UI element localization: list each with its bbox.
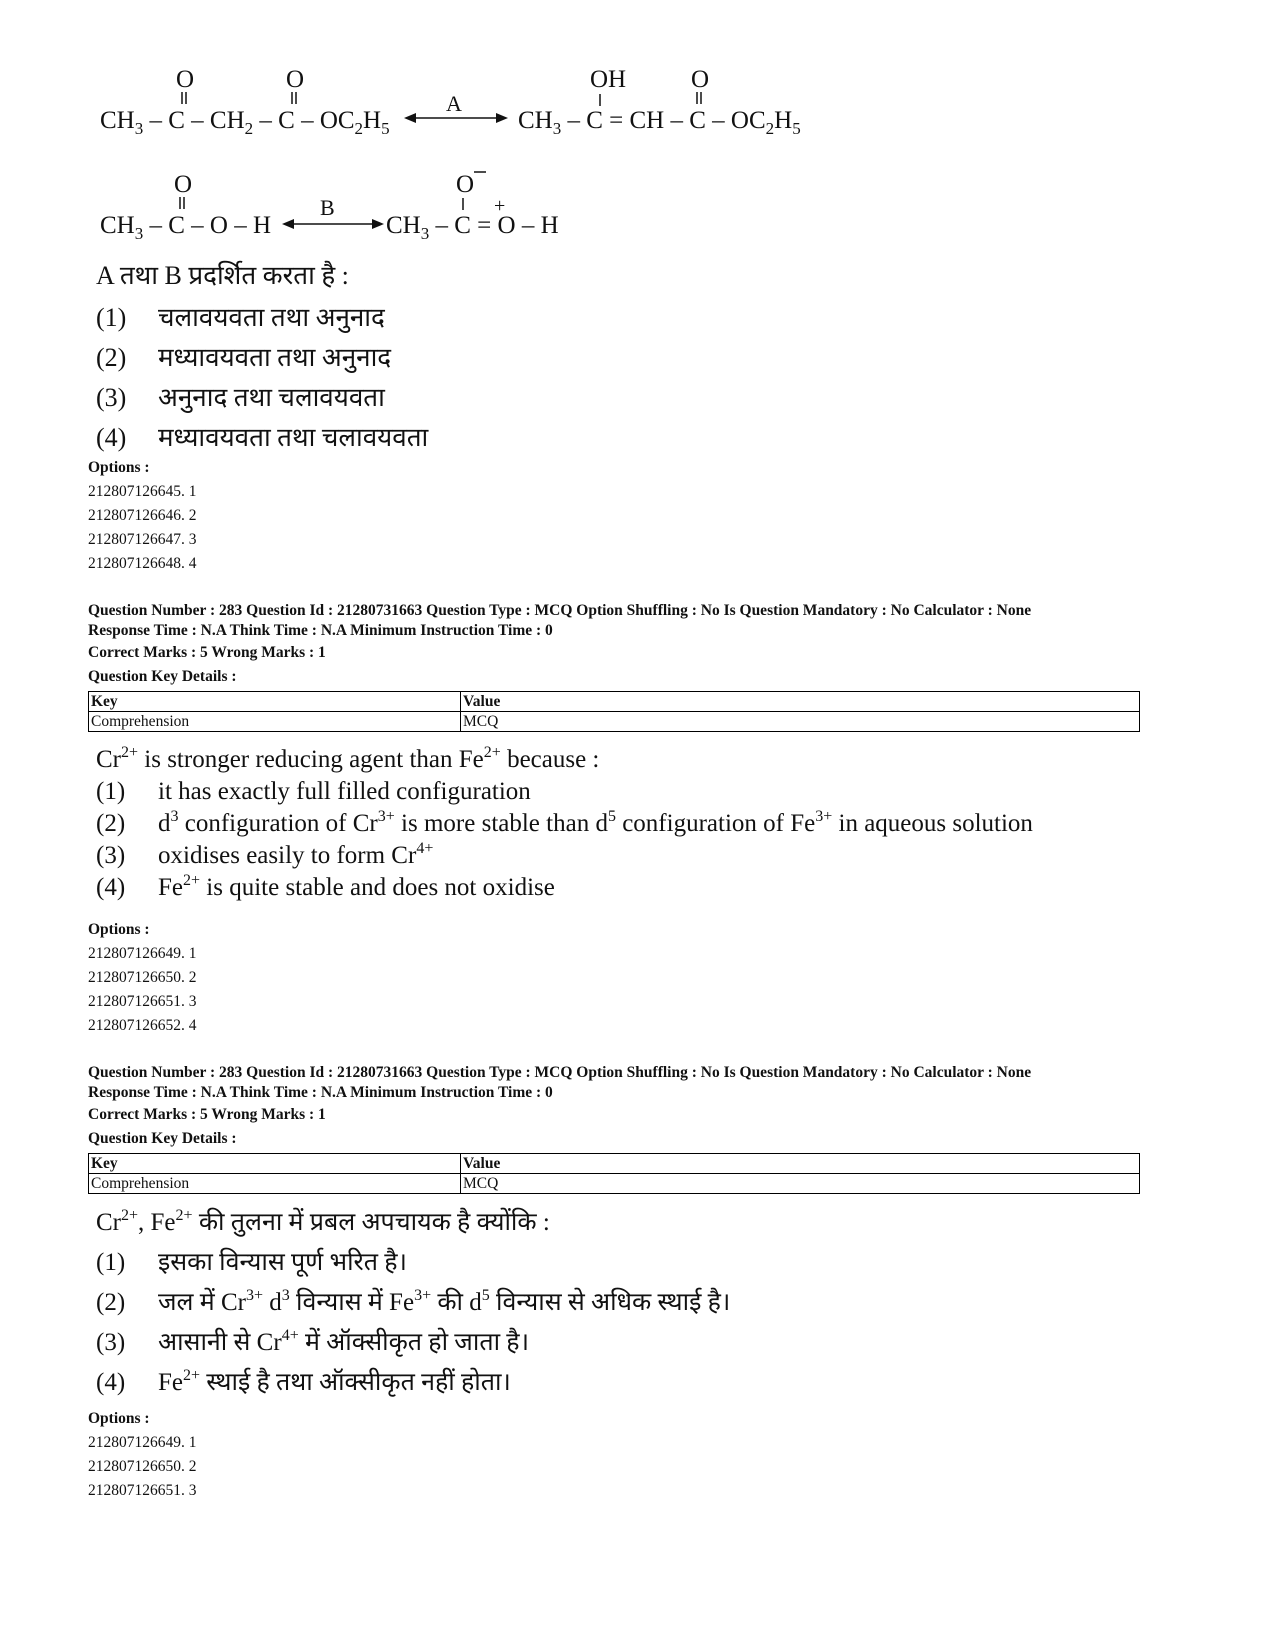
options-label: Options : — [88, 459, 150, 476]
choice-3: (3) आसानी से $Cr^{4+}$ में ऑक्सीकृत हो जाता है। — [96, 1327, 530, 1356]
reaction-b-label: B — [320, 195, 335, 220]
reaction-a-product — [518, 66, 801, 138]
marks-line: Correct Marks : 5 Wrong Marks : 1 — [88, 1106, 326, 1123]
svg-text:O: O — [286, 66, 305, 93]
svg-text:CH3 – C – O – H: $CH_3$ – C – O – H — [100, 212, 272, 243]
option-item: 212807126645. 1 — [88, 483, 197, 500]
option-item: 212807126648. 4 — [88, 555, 197, 572]
choice-1: (1) it has exactly full filled configuration — [96, 778, 531, 805]
table-header-key: Key — [89, 1154, 461, 1174]
options-label: Options : — [88, 921, 150, 938]
option-item: 212807126649. 1 — [88, 945, 197, 962]
key-details-label: Question Key Details : — [88, 668, 237, 685]
option-item: 212807126651. 3 — [88, 993, 197, 1010]
reaction-a-reactant — [100, 66, 390, 138]
question-2-meta — [88, 601, 1140, 732]
option-item: 212807126649. 1 — [88, 1434, 197, 1451]
question-meta-line-2: Response Time : N.A Think Time : N.A Minimum Instruction Time : 0 — [88, 622, 553, 639]
options-block-3 — [88, 1407, 197, 1503]
choice-2: (2) $d^3$ configuration of $Cr^{3+}$ is more stable than $d^5$ configuration of $Fe^{3+}$ in aqueous solution — [96, 808, 1033, 837]
choice-3: (3) oxidises easily to form $Cr^{4+}$ — [96, 840, 434, 869]
choice-4: (4) $Fe^{2+}$ स्थाई है तथा ऑक्सीकृत नहीं होता। — [96, 1367, 511, 1396]
question-stem: A तथा B प्रदर्शित करता है : — [96, 261, 349, 290]
option-item: 212807126647. 3 — [88, 531, 197, 548]
svg-text:O: O — [176, 66, 195, 93]
options-block-2 — [88, 918, 197, 1038]
options-label: Options : — [88, 1410, 150, 1427]
choice-4: (4) मध्यावयवता तथा चलावयवता — [96, 423, 429, 452]
svg-text:+: + — [494, 195, 506, 217]
question-meta-line-1: Question Number : 283 Question Id : 21280731663 Question Type : MCQ Option Shuffling : No Is Question Mandatory : No Calculator : None — [88, 602, 1032, 619]
reaction-b-reactant — [100, 171, 271, 243]
options-block-1 — [88, 456, 197, 576]
option-item: 212807126651. 3 — [88, 1482, 197, 1499]
option-item: 212807126646. 2 — [88, 507, 197, 524]
table-header-key: Key — [89, 692, 461, 712]
key-details-table — [88, 1153, 1140, 1194]
top-question — [96, 256, 428, 458]
svg-text:CH3 – C = O – H: $CH_3 - C = O - H$ — [386, 212, 559, 243]
question-3 — [96, 1203, 730, 1403]
reaction-a-arrow — [404, 91, 508, 123]
choice-4: (4) $Fe^{2+}$ is quite stable and does not oxidise — [96, 872, 555, 901]
reaction-b-product — [386, 171, 559, 243]
table-cell-key: Comprehension — [89, 1174, 461, 1194]
option-item: 212807126650. 2 — [88, 969, 197, 986]
svg-text:O: O — [691, 66, 710, 93]
question-2 — [96, 744, 1033, 904]
question-stem: $Cr^{2+}$ is stronger reducing agent than $Fe^{2+}$ because : — [96, 744, 600, 773]
table-header-value: Value — [461, 692, 1140, 712]
table-cell-key: Comprehension — [89, 712, 461, 732]
key-details-label: Question Key Details : — [88, 1130, 237, 1147]
choice-1: (1) चलावयवता तथा अनुनाद — [96, 303, 385, 332]
chemical-structures — [96, 60, 856, 260]
choice-2: (2) मध्यावयवता तथा अनुनाद — [96, 343, 392, 372]
marks-line: Correct Marks : 5 Wrong Marks : 1 — [88, 644, 326, 661]
reaction-a-label: A — [446, 91, 462, 116]
choice-3: (3) अनुनाद तथा चलावयवता — [96, 383, 385, 412]
question-stem: $Cr^{2+}$, $Fe^{2+}$ की तुलना में प्रबल अपचायक है क्योंकि : — [96, 1207, 550, 1236]
svg-text:CH3 – C – CH2 – C – OC2H5: $CH_3$ – C – $CH_2$ – C – $OC_2H_5$ — [100, 107, 390, 138]
reaction-b-arrow — [282, 195, 384, 229]
table-cell-value: MCQ — [461, 712, 1140, 732]
option-item: 212807126652. 4 — [88, 1017, 197, 1034]
svg-text:O: O — [456, 171, 475, 198]
table-header-value: Value — [461, 1154, 1140, 1174]
question-meta-line-2: Response Time : N.A Think Time : N.A Minimum Instruction Time : 0 — [88, 1084, 553, 1101]
choice-1: (1) इसका विन्यास पूर्ण भरित है। — [96, 1249, 408, 1276]
svg-text:OH: OH — [590, 66, 627, 93]
question-3-meta — [88, 1063, 1140, 1194]
choice-2: (2) जल में $Cr^{3+}$ $d^3$ विन्यास में $Fe^{3+}$ की $d^5$ विन्यास से अधिक स्थाई है। — [96, 1287, 731, 1316]
option-item: 212807126650. 2 — [88, 1458, 197, 1475]
question-meta-line-1: Question Number : 283 Question Id : 21280731663 Question Type : MCQ Option Shuffling : No Is Question Mandatory : No Calculator : None — [88, 1064, 1032, 1081]
key-details-table — [88, 691, 1140, 732]
svg-text:CH3 – C = CH – C – OC2H5: $CH_3$ – C = CH – C – $OC_2H_5$ — [518, 107, 801, 138]
table-cell-value: MCQ — [461, 1174, 1140, 1194]
svg-text:O: O — [174, 171, 193, 198]
